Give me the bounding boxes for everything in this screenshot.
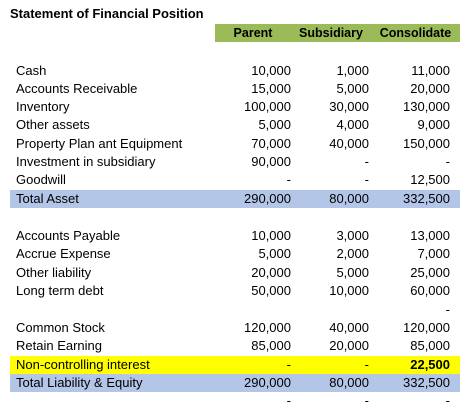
consolidate-value: 150,000 <box>403 136 450 151</box>
row-label: Inventory <box>16 99 70 114</box>
subsidiary-value: 3,000 <box>336 228 369 243</box>
row-label: Long term debt <box>16 283 104 298</box>
consolidate-value: - <box>445 393 450 408</box>
row-accounts-payable <box>0 227 474 245</box>
subsidiary-value: - <box>364 357 369 372</box>
column-header-subsidiary: Subsidiary <box>299 26 363 40</box>
subsidiary-value: 80,000 <box>329 191 369 206</box>
row-total-asset <box>0 190 474 208</box>
subsidiary-value: 10,000 <box>329 283 369 298</box>
parent-value: - <box>286 357 291 372</box>
row-accrue-expense <box>0 245 474 263</box>
row-investment-in-subsidiary <box>0 153 474 171</box>
consolidate-value: 13,000 <box>410 228 450 243</box>
row-goodwill <box>0 171 474 189</box>
row-label: Accrue Expense <box>16 246 111 261</box>
parent-value: 85,000 <box>251 338 291 353</box>
row-long-term-debt <box>0 282 474 300</box>
row-label: Common Stock <box>16 320 105 335</box>
parent-value: 290,000 <box>244 375 291 390</box>
consolidate-value: 22,500 <box>410 357 450 372</box>
subsidiary-value: 40,000 <box>329 320 369 335</box>
consolidate-value: 12,500 <box>410 172 450 187</box>
row-non-controlling-interest <box>0 356 474 374</box>
row-label: Accounts Receivable <box>16 81 138 96</box>
row-label: Investment in subsidiary <box>16 154 156 169</box>
row-label: Total Liability & Equity <box>16 375 143 390</box>
parent-value: 10,000 <box>251 228 291 243</box>
subsidiary-value: 4,000 <box>336 117 369 132</box>
subsidiary-value: - <box>364 393 369 408</box>
subsidiary-value: 30,000 <box>329 99 369 114</box>
row-retain-earning <box>0 337 474 355</box>
row-label: Cash <box>16 63 47 78</box>
row-label: Other assets <box>16 117 90 132</box>
subsidiary-value: - <box>364 172 369 187</box>
consolidate-value: 7,000 <box>417 246 450 261</box>
row-inventory <box>0 98 474 116</box>
consolidate-value: 85,000 <box>410 338 450 353</box>
parent-value: 15,000 <box>251 81 291 96</box>
column-header-parent: Parent <box>233 26 273 40</box>
row-property-plant-equipment <box>0 135 474 153</box>
subsidiary-value: 5,000 <box>336 81 369 96</box>
parent-value: 100,000 <box>244 99 291 114</box>
parent-value: 50,000 <box>251 283 291 298</box>
row-other-liability <box>0 264 474 282</box>
subsidiary-value: 40,000 <box>329 136 369 151</box>
row-label: Retain Earning <box>16 338 102 353</box>
consolidate-value: 25,000 <box>410 265 450 280</box>
parent-value: 70,000 <box>251 136 291 151</box>
consolidate-value: - <box>445 302 450 317</box>
row-trailing-dashes <box>0 392 474 410</box>
parent-value: - <box>286 393 291 408</box>
parent-value: 10,000 <box>251 63 291 78</box>
row-label: Property Plan ant Equipment <box>16 136 183 151</box>
row-label: Total Asset <box>16 191 79 206</box>
consolidate-value: 20,000 <box>410 81 450 96</box>
parent-value: 120,000 <box>244 320 291 335</box>
parent-value: 90,000 <box>251 154 291 169</box>
row-total-liability-equity <box>0 374 474 392</box>
consolidate-value: 60,000 <box>410 283 450 298</box>
consolidate-value: 120,000 <box>403 320 450 335</box>
row-blank-dash <box>0 301 474 319</box>
subsidiary-value: 2,000 <box>336 246 369 261</box>
parent-value: 5,000 <box>258 117 291 132</box>
consolidate-value: 11,000 <box>411 63 450 78</box>
statement-title: Statement of Financial Position <box>10 6 204 21</box>
subsidiary-value: - <box>364 154 369 169</box>
parent-value: - <box>286 172 291 187</box>
row-label: Goodwill <box>16 172 66 187</box>
row-accounts-receivable <box>0 80 474 98</box>
consolidate-value: 332,500 <box>403 375 450 390</box>
row-other-assets <box>0 116 474 134</box>
consolidate-value: 130,000 <box>403 99 450 114</box>
column-header-consolidate: Consolidate <box>379 26 452 40</box>
consolidate-value: - <box>445 154 450 169</box>
subsidiary-value: 5,000 <box>336 265 369 280</box>
row-cash <box>0 62 474 80</box>
parent-value: 20,000 <box>251 265 291 280</box>
parent-value: 290,000 <box>244 191 291 206</box>
subsidiary-value: 1,000 <box>336 63 369 78</box>
consolidate-value: 332,500 <box>403 191 450 206</box>
subsidiary-value: 20,000 <box>329 338 369 353</box>
row-label: Non-controlling interest <box>16 357 150 372</box>
row-label: Other liability <box>16 265 92 280</box>
row-common-stock <box>0 319 474 337</box>
parent-value: 5,000 <box>258 246 291 261</box>
subsidiary-value: 80,000 <box>329 375 369 390</box>
consolidate-value: 9,000 <box>417 117 450 132</box>
row-label: Accounts Payable <box>16 228 121 243</box>
